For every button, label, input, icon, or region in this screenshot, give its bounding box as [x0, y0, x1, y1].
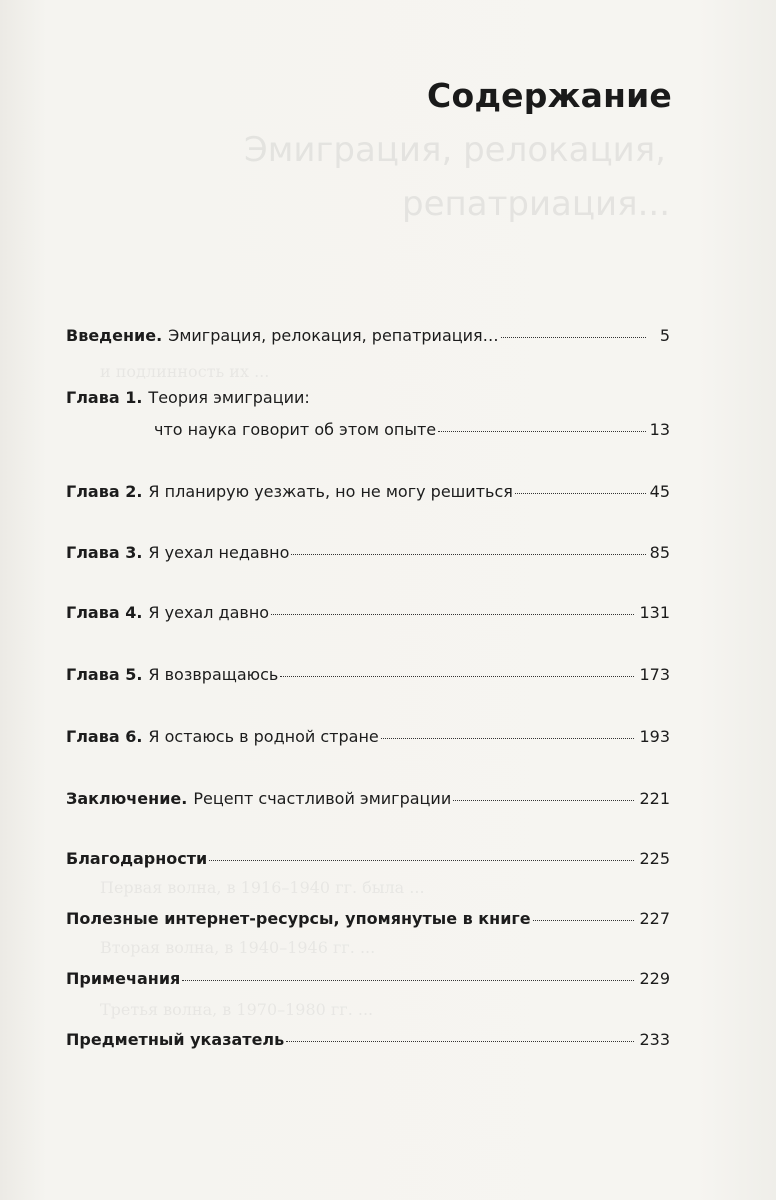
dot-leader — [533, 919, 634, 921]
dot-leader — [291, 553, 646, 555]
toc-entry-chapter-1-continued[interactable] — [154, 420, 670, 440]
toc-entry-label: Глава 6. — [66, 727, 143, 746]
dot-leader — [381, 737, 634, 739]
toc-entry-label: Примечания — [66, 969, 181, 988]
bleed-through-text: Третья волна, в 1970–1980 гг. ... — [100, 1000, 374, 1019]
toc-entry-chapter-1[interactable] — [66, 388, 310, 408]
dot-leader — [286, 1040, 634, 1042]
toc-entry-page: 221 — [639, 789, 670, 808]
toc-entry-acknowledgements[interactable] — [66, 849, 670, 869]
toc-entry-notes[interactable] — [66, 969, 670, 989]
dot-leader — [453, 799, 634, 801]
toc-entry-chapter-6[interactable] — [66, 727, 670, 747]
toc-entry-page: 131 — [639, 603, 670, 622]
toc-entry-label: Глава 3. — [66, 543, 143, 562]
toc-entry-label: Заключение. — [66, 789, 188, 808]
toc-entry-subject-index[interactable] — [66, 1030, 670, 1050]
toc-entry-label: Благодарности — [66, 849, 208, 868]
toc-entry-page: 193 — [639, 727, 670, 746]
toc-entry-text-continued: что наука говорит об этом опыте — [154, 420, 437, 439]
dot-leader — [280, 675, 634, 677]
toc-entry-text: Эмиграция, релокация, репатриация… — [168, 326, 499, 345]
toc-entry-page: 225 — [639, 849, 670, 868]
dot-leader — [182, 979, 634, 981]
dot-leader — [515, 492, 646, 494]
toc-entry-introduction[interactable] — [66, 326, 670, 346]
toc-entry-text: Теория эмиграции: — [148, 388, 310, 407]
toc-entry-page: 5 — [659, 326, 670, 345]
toc-entry-label: Глава 5. — [66, 665, 143, 684]
toc-entry-conclusion[interactable] — [66, 789, 670, 809]
toc-entry-page: 45 — [649, 482, 670, 501]
toc-entry-page: 173 — [639, 665, 670, 684]
toc-entry-text: Я планирую уезжать, но не могу решиться — [148, 482, 513, 501]
dot-leader — [438, 430, 646, 432]
dot-leader — [501, 336, 646, 338]
toc-entry-chapter-3[interactable] — [66, 543, 670, 563]
toc-entry-label: Глава 2. — [66, 482, 143, 501]
toc-entry-page: 233 — [639, 1030, 670, 1049]
toc-entry-page: 13 — [649, 420, 670, 439]
toc-entry-label: Глава 4. — [66, 603, 143, 622]
toc-entry-label: Глава 1. — [66, 388, 143, 407]
toc-entry-internet-resources[interactable] — [66, 909, 670, 929]
bleed-through-text: Первая волна, в 1916–1940 гг. была ... — [100, 878, 425, 897]
bleed-through-heading: Эмиграция, релокация, — [244, 130, 666, 170]
page-title: Содержание — [427, 76, 672, 115]
bleed-through-text: и подлинность их ... — [100, 362, 270, 381]
toc-entry-page: 229 — [639, 969, 670, 988]
toc-entry-page: 227 — [639, 909, 670, 928]
dot-leader — [271, 613, 634, 615]
toc-entry-label: Полезные интернет-ресурсы, упомянутые в книге — [66, 909, 531, 928]
dot-leader — [209, 859, 634, 861]
toc-entry-text: Я возвращаюсь — [148, 665, 279, 684]
toc-entry-page: 85 — [649, 543, 670, 562]
toc-entry-chapter-5[interactable] — [66, 665, 670, 685]
toc-entry-text: Я уехал недавно — [148, 543, 290, 562]
toc-entry-label: Введение. — [66, 326, 163, 345]
toc-entry-chapter-2[interactable] — [66, 482, 670, 502]
toc-entry-text: Рецепт счастливой эмиграции — [193, 789, 452, 808]
toc-entry-text: Я остаюсь в родной стране — [148, 727, 379, 746]
toc-entry-label: Предметный указатель — [66, 1030, 285, 1049]
toc-entry-text: Я уехал давно — [148, 603, 270, 622]
bleed-through-text: Вторая волна, в 1940–1946 гг. ... — [100, 938, 376, 957]
bleed-through-heading: репатриация... — [402, 184, 670, 224]
toc-entry-chapter-4[interactable] — [66, 603, 670, 623]
